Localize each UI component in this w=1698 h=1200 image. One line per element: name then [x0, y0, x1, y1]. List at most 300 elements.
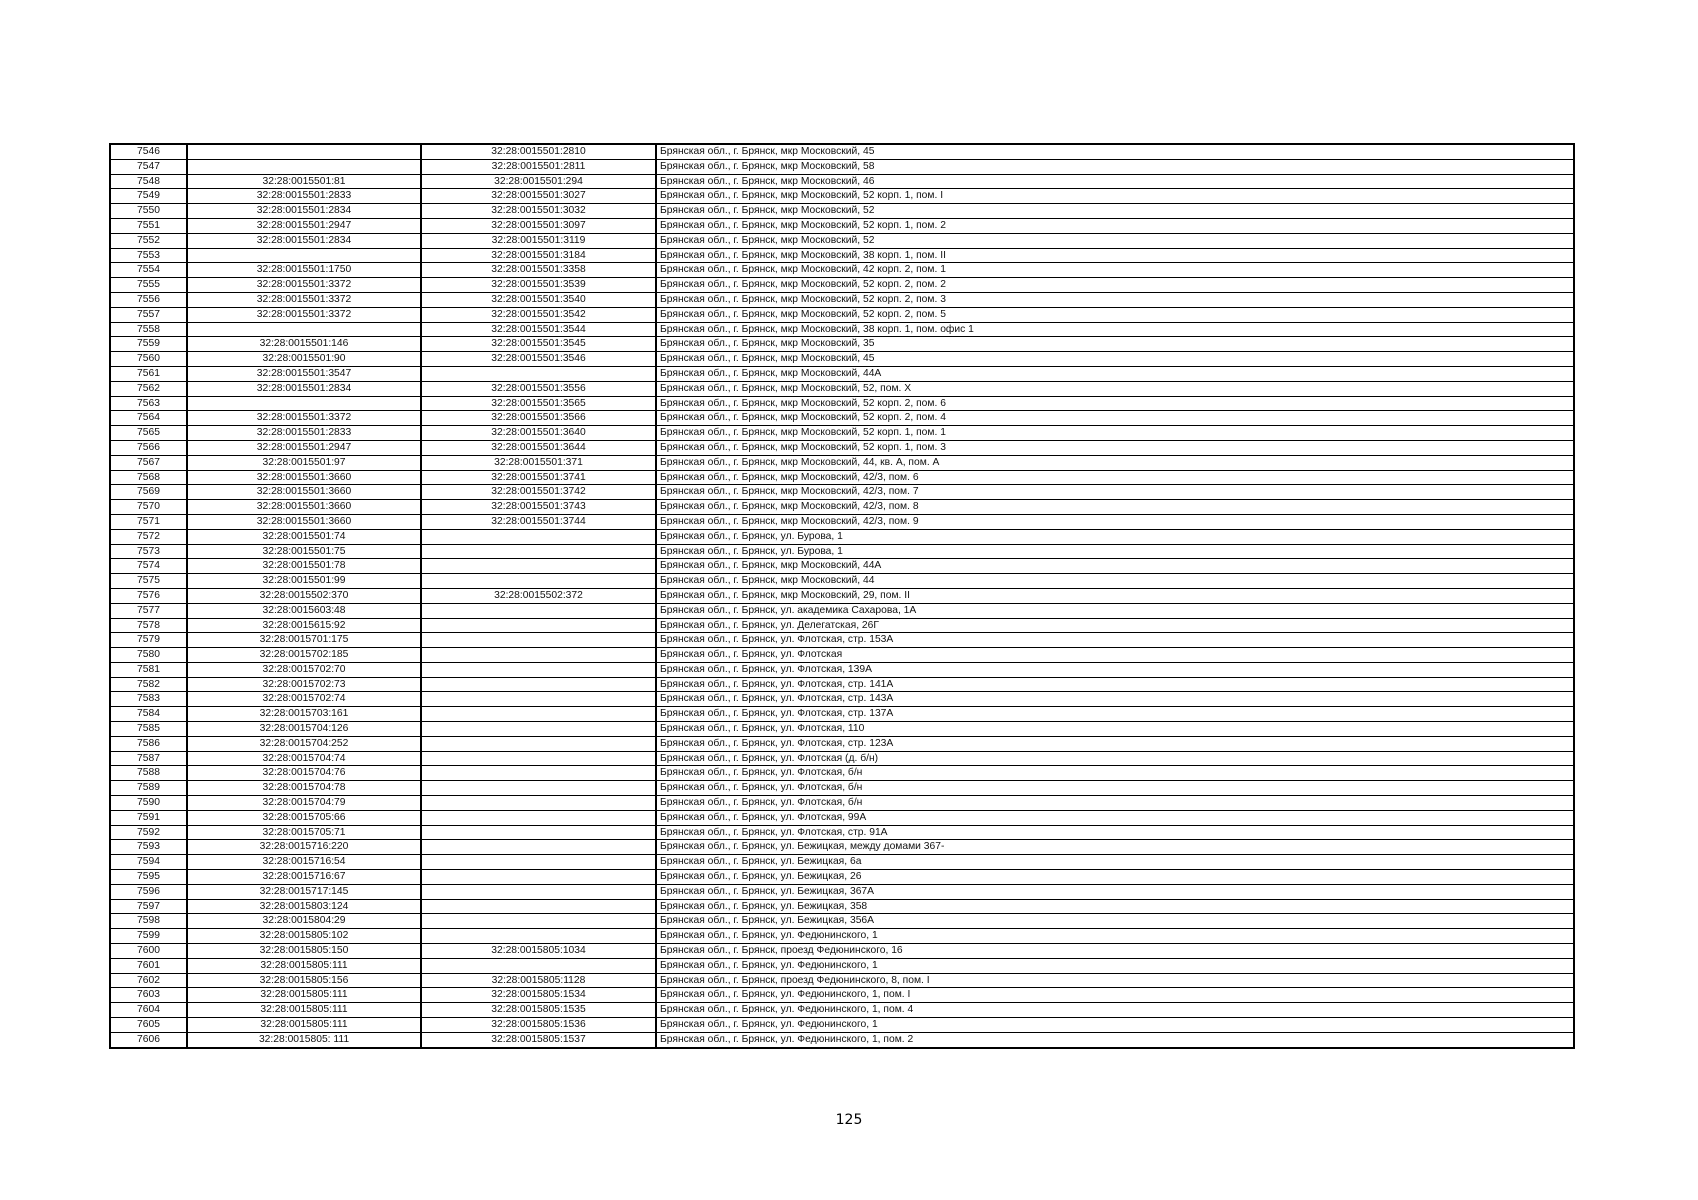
address-cell: Брянская обл., г. Брянск, ул. Флотская (д. б/н) [656, 751, 1574, 766]
table-row [110, 677, 1574, 692]
table-row [110, 278, 1574, 293]
address-cell: Брянская обл., г. Брянск, мкр Московский, 44, кв. А, пом. А [656, 455, 1574, 470]
object-cadastral-number-cell [421, 751, 656, 766]
table-row [110, 751, 1574, 766]
object-cadastral-number-cell [421, 884, 656, 899]
land-cadastral-number-cell: 32:28:0015716:220 [187, 840, 421, 855]
object-cadastral-number-cell: 32:28:0015501:3556 [421, 381, 656, 396]
address-cell: Брянская обл., г. Брянск, ул. Федюнинского, 1, пом. 4 [656, 1003, 1574, 1018]
object-cadastral-number-cell [421, 781, 656, 796]
row-number-cell: 7562 [110, 381, 187, 396]
row-number-cell: 7565 [110, 426, 187, 441]
row-number-cell: 7586 [110, 736, 187, 751]
row-number-cell: 7557 [110, 307, 187, 322]
land-cadastral-number-cell: 32:28:0015705:66 [187, 810, 421, 825]
table-row [110, 263, 1574, 278]
row-number-cell: 7584 [110, 707, 187, 722]
land-cadastral-number-cell: 32:28:0015704:79 [187, 796, 421, 811]
object-cadastral-number-cell [421, 870, 656, 885]
page-number: 125 [835, 1112, 863, 1128]
row-number-cell: 7563 [110, 396, 187, 411]
row-number-cell: 7598 [110, 914, 187, 929]
row-number-cell: 7554 [110, 263, 187, 278]
land-cadastral-number-cell: 32:28:0015501:3660 [187, 500, 421, 515]
row-number-cell: 7583 [110, 692, 187, 707]
row-number-cell: 7587 [110, 751, 187, 766]
row-number-cell: 7599 [110, 929, 187, 944]
table-row [110, 352, 1574, 367]
row-number-cell: 7589 [110, 781, 187, 796]
table-row [110, 500, 1574, 515]
land-cadastral-number-cell: 32:28:0015615:92 [187, 618, 421, 633]
row-number-cell: 7604 [110, 1003, 187, 1018]
address-cell: Брянская обл., г. Брянск, ул. Флотская, 99А [656, 810, 1574, 825]
row-number-cell: 7549 [110, 189, 187, 204]
object-cadastral-number-cell [421, 707, 656, 722]
row-number-cell: 7556 [110, 292, 187, 307]
address-cell: Брянская обл., г. Брянск, мкр Московский, 52 корп. 1, пом. I [656, 189, 1574, 204]
object-cadastral-number-cell: 32:28:0015501:3184 [421, 248, 656, 263]
object-cadastral-number-cell [421, 766, 656, 781]
land-cadastral-number-cell: 32:28:0015501:90 [187, 352, 421, 367]
address-cell: Брянская обл., г. Брянск, мкр Московский, 38 корп. 1, пом. офис 1 [656, 322, 1574, 337]
row-number-cell: 7576 [110, 588, 187, 603]
table-row [110, 411, 1574, 426]
table-row [110, 174, 1574, 189]
land-cadastral-number-cell: 32:28:0015501:3372 [187, 292, 421, 307]
table-row [110, 988, 1574, 1003]
object-cadastral-number-cell [421, 929, 656, 944]
table-row [110, 870, 1574, 885]
row-number-cell: 7575 [110, 574, 187, 589]
land-cadastral-number-cell: 32:28:0015702:185 [187, 648, 421, 663]
object-cadastral-number-cell: 32:28:0015501:3566 [421, 411, 656, 426]
object-cadastral-number-cell: 32:28:0015501:3032 [421, 204, 656, 219]
address-cell: Брянская обл., г. Брянск, мкр Московский, 44 [656, 574, 1574, 589]
table-row [110, 588, 1574, 603]
address-cell: Брянская обл., г. Брянск, ул. Флотская, 139А [656, 662, 1574, 677]
land-cadastral-number-cell: 32:28:0015501:146 [187, 337, 421, 352]
address-cell: Брянская обл., г. Брянск, проезд Федюнинского, 8, пом. I [656, 973, 1574, 988]
land-cadastral-number-cell: 32:28:0015704:252 [187, 736, 421, 751]
address-cell: Брянская обл., г. Брянск, ул. Федюнинского, 1 [656, 1018, 1574, 1033]
object-cadastral-number-cell: 32:28:0015501:3565 [421, 396, 656, 411]
address-cell: Брянская обл., г. Брянск, ул. Флотская, стр. 153А [656, 633, 1574, 648]
row-number-cell: 7605 [110, 1018, 187, 1033]
address-cell: Брянская обл., г. Брянск, ул. Флотская, стр. 91А [656, 825, 1574, 840]
address-cell: Брянская обл., г. Брянск, мкр Московский, 52 [656, 233, 1574, 248]
row-number-cell: 7593 [110, 840, 187, 855]
land-cadastral-number-cell: 32:28:0015501:1750 [187, 263, 421, 278]
row-number-cell: 7588 [110, 766, 187, 781]
row-number-cell: 7574 [110, 559, 187, 574]
land-cadastral-number-cell: 32:28:0015501:3372 [187, 411, 421, 426]
address-cell: Брянская обл., г. Брянск, ул. Флотская, стр. 123А [656, 736, 1574, 751]
row-number-cell: 7550 [110, 204, 187, 219]
object-cadastral-number-cell: 32:28:0015805:1034 [421, 944, 656, 959]
table-row [110, 973, 1574, 988]
table-row [110, 529, 1574, 544]
table-row [110, 440, 1574, 455]
land-cadastral-number-cell: 32:28:0015716:54 [187, 855, 421, 870]
object-cadastral-number-cell: 32:28:0015501:3545 [421, 337, 656, 352]
land-cadastral-number-cell: 32:28:0015702:73 [187, 677, 421, 692]
land-cadastral-number-cell: 32:28:0015501:2947 [187, 440, 421, 455]
table-row [110, 307, 1574, 322]
object-cadastral-number-cell [421, 899, 656, 914]
object-cadastral-number-cell: 32:28:0015501:3644 [421, 440, 656, 455]
table-row [110, 396, 1574, 411]
table-row [110, 692, 1574, 707]
row-number-cell: 7603 [110, 988, 187, 1003]
object-cadastral-number-cell: 32:28:0015501:3540 [421, 292, 656, 307]
object-cadastral-number-cell [421, 648, 656, 663]
address-cell: Брянская обл., г. Брянск, мкр Московский, 45 [656, 352, 1574, 367]
address-cell: Брянская обл., г. Брянск, ул. Флотская, стр. 137А [656, 707, 1574, 722]
land-cadastral-number-cell: 32:28:0015501:2833 [187, 426, 421, 441]
table-row [110, 204, 1574, 219]
table-row [110, 633, 1574, 648]
row-number-cell: 7590 [110, 796, 187, 811]
object-cadastral-number-cell [421, 796, 656, 811]
object-cadastral-number-cell: 32:28:0015501:3358 [421, 263, 656, 278]
table-row [110, 574, 1574, 589]
land-cadastral-number-cell: 32:28:0015805:150 [187, 944, 421, 959]
address-cell: Брянская обл., г. Брянск, мкр Московский, 52 корп. 1, пом. 3 [656, 440, 1574, 455]
address-cell: Брянская обл., г. Брянск, ул. Федюнинского, 1, пом. 2 [656, 1032, 1574, 1047]
row-number-cell: 7581 [110, 662, 187, 677]
object-cadastral-number-cell: 32:28:0015501:3027 [421, 189, 656, 204]
land-cadastral-number-cell: 32:28:0015702:70 [187, 662, 421, 677]
object-cadastral-number-cell [421, 366, 656, 381]
object-cadastral-number-cell: 32:28:0015501:3741 [421, 470, 656, 485]
table-row [110, 1032, 1574, 1047]
object-cadastral-number-cell: 32:28:0015501:3744 [421, 514, 656, 529]
land-cadastral-number-cell: 32:28:0015501:3372 [187, 307, 421, 322]
row-number-cell: 7594 [110, 855, 187, 870]
address-cell: Брянская обл., г. Брянск, мкр Московский, 45 [656, 144, 1574, 159]
object-cadastral-number-cell: 32:28:0015501:3097 [421, 218, 656, 233]
land-cadastral-number-cell: 32:28:0015501:97 [187, 455, 421, 470]
address-cell: Брянская обл., г. Брянск, мкр Московский, 35 [656, 337, 1574, 352]
table-row [110, 292, 1574, 307]
land-cadastral-number-cell: 32:28:0015501:3660 [187, 514, 421, 529]
row-number-cell: 7559 [110, 337, 187, 352]
address-cell: Брянская обл., г. Брянск, мкр Московский, 52 корп. 2, пом. 4 [656, 411, 1574, 426]
table-row [110, 603, 1574, 618]
address-cell: Брянская обл., г. Брянск, мкр Московский, 44А [656, 366, 1574, 381]
object-cadastral-number-cell [421, 633, 656, 648]
address-cell: Брянская обл., г. Брянск, мкр Московский, 52 корп. 2, пом. 6 [656, 396, 1574, 411]
address-cell: Брянская обл., г. Брянск, ул. Бежицкая, 358 [656, 899, 1574, 914]
object-cadastral-number-cell: 32:28:0015501:371 [421, 455, 656, 470]
address-cell: Брянская обл., г. Брянск, мкр Московский, 46 [656, 174, 1574, 189]
table-row [110, 781, 1574, 796]
address-cell: Брянская обл., г. Брянск, мкр Московский, 42/3, пом. 8 [656, 500, 1574, 515]
land-cadastral-number-cell: 32:28:0015804:29 [187, 914, 421, 929]
row-number-cell: 7597 [110, 899, 187, 914]
object-cadastral-number-cell [421, 529, 656, 544]
object-cadastral-number-cell: 32:28:0015501:3119 [421, 233, 656, 248]
address-cell: Брянская обл., г. Брянск, ул. Федюнинского, 1, пом. I [656, 988, 1574, 1003]
table-row [110, 796, 1574, 811]
address-cell: Брянская обл., г. Брянск, мкр Московский, 52 корп. 2, пом. 3 [656, 292, 1574, 307]
row-number-cell: 7595 [110, 870, 187, 885]
address-cell: Брянская обл., г. Брянск, мкр Московский, 38 корп. 1, пом. II [656, 248, 1574, 263]
object-cadastral-number-cell: 32:28:0015805:1128 [421, 973, 656, 988]
object-cadastral-number-cell: 32:28:0015805:1534 [421, 988, 656, 1003]
address-cell: Брянская обл., г. Брянск, ул. Флотская [656, 648, 1574, 663]
object-cadastral-number-cell [421, 914, 656, 929]
table-row [110, 366, 1574, 381]
address-cell: Брянская обл., г. Брянск, мкр Московский, 42/3, пом. 7 [656, 485, 1574, 500]
land-cadastral-number-cell: 32:28:0015501:81 [187, 174, 421, 189]
address-cell: Брянская обл., г. Брянск, мкр Московский, 52 корп. 1, пом. 2 [656, 218, 1574, 233]
table-row [110, 248, 1574, 263]
object-cadastral-number-cell [421, 722, 656, 737]
land-cadastral-number-cell: 32:28:0015805:156 [187, 973, 421, 988]
object-cadastral-number-cell: 32:28:0015501:3542 [421, 307, 656, 322]
table-row [110, 470, 1574, 485]
address-cell: Брянская обл., г. Брянск, ул. Флотская, 110 [656, 722, 1574, 737]
row-number-cell: 7560 [110, 352, 187, 367]
row-number-cell: 7577 [110, 603, 187, 618]
address-cell: Брянская обл., г. Брянск, мкр Московский, 29, пом. II [656, 588, 1574, 603]
row-number-cell: 7573 [110, 544, 187, 559]
table-row [110, 218, 1574, 233]
row-number-cell: 7591 [110, 810, 187, 825]
land-cadastral-number-cell: 32:28:0015704:78 [187, 781, 421, 796]
table-row [110, 855, 1574, 870]
address-cell: Брянская обл., г. Брянск, ул. академика Сахарова, 1А [656, 603, 1574, 618]
row-number-cell: 7567 [110, 455, 187, 470]
land-cadastral-number-cell: 32:28:0015704:74 [187, 751, 421, 766]
object-cadastral-number-cell [421, 855, 656, 870]
land-cadastral-number-cell: 32:28:0015805:111 [187, 958, 421, 973]
row-number-cell: 7571 [110, 514, 187, 529]
address-cell: Брянская обл., г. Брянск, мкр Московский, 42/3, пом. 9 [656, 514, 1574, 529]
table-row [110, 337, 1574, 352]
registry-table-body [110, 144, 1574, 1048]
object-cadastral-number-cell [421, 840, 656, 855]
row-number-cell: 7546 [110, 144, 187, 159]
address-cell: Брянская обл., г. Брянск, мкр Московский, 52 корп. 1, пом. 1 [656, 426, 1574, 441]
object-cadastral-number-cell [421, 544, 656, 559]
row-number-cell: 7592 [110, 825, 187, 840]
object-cadastral-number-cell: 32:28:0015502:372 [421, 588, 656, 603]
table-row [110, 322, 1574, 337]
row-number-cell: 7578 [110, 618, 187, 633]
address-cell: Брянская обл., г. Брянск, ул. Федюнинского, 1 [656, 929, 1574, 944]
land-cadastral-number-cell: 32:28:0015501:2834 [187, 381, 421, 396]
address-cell: Брянская обл., г. Брянск, мкр Московский, 52 корп. 2, пом. 2 [656, 278, 1574, 293]
table-row [110, 840, 1574, 855]
row-number-cell: 7553 [110, 248, 187, 263]
table-row [110, 426, 1574, 441]
land-cadastral-number-cell [187, 248, 421, 263]
land-cadastral-number-cell: 32:28:0015501:2833 [187, 189, 421, 204]
land-cadastral-number-cell [187, 322, 421, 337]
object-cadastral-number-cell: 32:28:0015805:1537 [421, 1032, 656, 1047]
table-row [110, 662, 1574, 677]
table-row [110, 722, 1574, 737]
address-cell: Брянская обл., г. Брянск, ул. Флотская, б/н [656, 781, 1574, 796]
table-row [110, 159, 1574, 174]
table-row [110, 766, 1574, 781]
address-cell: Брянская обл., г. Брянск, ул. Флотская, б/н [656, 766, 1574, 781]
row-number-cell: 7606 [110, 1032, 187, 1047]
address-cell: Брянская обл., г. Брянск, мкр Московский, 58 [656, 159, 1574, 174]
table-row [110, 559, 1574, 574]
table-row [110, 485, 1574, 500]
land-cadastral-number-cell: 32:28:0015501:2834 [187, 204, 421, 219]
land-cadastral-number-cell: 32:28:0015501:78 [187, 559, 421, 574]
object-cadastral-number-cell: 32:28:0015501:3539 [421, 278, 656, 293]
land-cadastral-number-cell: 32:28:0015701:175 [187, 633, 421, 648]
address-cell: Брянская обл., г. Брянск, ул. Флотская, б/н [656, 796, 1574, 811]
property-registry-table [109, 143, 1575, 1049]
table-row [110, 648, 1574, 663]
table-row [110, 707, 1574, 722]
land-cadastral-number-cell: 32:28:0015501:75 [187, 544, 421, 559]
land-cadastral-number-cell: 32:28:0015501:74 [187, 529, 421, 544]
land-cadastral-number-cell: 32:28:0015803:124 [187, 899, 421, 914]
row-number-cell: 7579 [110, 633, 187, 648]
land-cadastral-number-cell: 32:28:0015702:74 [187, 692, 421, 707]
land-cadastral-number-cell [187, 159, 421, 174]
address-cell: Брянская обл., г. Брянск, мкр Московский, 52 корп. 2, пом. 5 [656, 307, 1574, 322]
land-cadastral-number-cell: 32:28:0015805: 111 [187, 1032, 421, 1047]
table-row [110, 884, 1574, 899]
object-cadastral-number-cell: 32:28:0015501:294 [421, 174, 656, 189]
row-number-cell: 7568 [110, 470, 187, 485]
row-number-cell: 7552 [110, 233, 187, 248]
table-row [110, 810, 1574, 825]
land-cadastral-number-cell: 32:28:0015501:2834 [187, 233, 421, 248]
row-number-cell: 7585 [110, 722, 187, 737]
address-cell: Брянская обл., г. Брянск, мкр Московский, 42 корп. 2, пом. 1 [656, 263, 1574, 278]
row-number-cell: 7601 [110, 958, 187, 973]
object-cadastral-number-cell [421, 692, 656, 707]
table-row [110, 736, 1574, 751]
row-number-cell: 7570 [110, 500, 187, 515]
object-cadastral-number-cell: 32:28:0015501:2810 [421, 144, 656, 159]
address-cell: Брянская обл., г. Брянск, ул. Бежицкая, 26 [656, 870, 1574, 885]
object-cadastral-number-cell [421, 618, 656, 633]
object-cadastral-number-cell: 32:28:0015501:3544 [421, 322, 656, 337]
object-cadastral-number-cell [421, 825, 656, 840]
row-number-cell: 7558 [110, 322, 187, 337]
object-cadastral-number-cell: 32:28:0015501:2811 [421, 159, 656, 174]
land-cadastral-number-cell: 32:28:0015805:111 [187, 1018, 421, 1033]
address-cell: Брянская обл., г. Брянск, ул. Бежицкая, 356А [656, 914, 1574, 929]
land-cadastral-number-cell: 32:28:0015805:102 [187, 929, 421, 944]
table-row [110, 1018, 1574, 1033]
land-cadastral-number-cell [187, 144, 421, 159]
table-row [110, 233, 1574, 248]
object-cadastral-number-cell [421, 603, 656, 618]
address-cell: Брянская обл., г. Брянск, ул. Бурова, 1 [656, 544, 1574, 559]
table-row [110, 914, 1574, 929]
row-number-cell: 7580 [110, 648, 187, 663]
table-row [110, 144, 1574, 159]
object-cadastral-number-cell: 32:28:0015501:3546 [421, 352, 656, 367]
address-cell: Брянская обл., г. Брянск, мкр Московский, 52, пом. X [656, 381, 1574, 396]
object-cadastral-number-cell [421, 559, 656, 574]
table-row [110, 189, 1574, 204]
object-cadastral-number-cell [421, 677, 656, 692]
row-number-cell: 7569 [110, 485, 187, 500]
table-row [110, 929, 1574, 944]
land-cadastral-number-cell: 32:28:0015705:71 [187, 825, 421, 840]
row-number-cell: 7555 [110, 278, 187, 293]
object-cadastral-number-cell: 32:28:0015805:1535 [421, 1003, 656, 1018]
land-cadastral-number-cell: 32:28:0015501:3547 [187, 366, 421, 381]
row-number-cell: 7572 [110, 529, 187, 544]
object-cadastral-number-cell [421, 958, 656, 973]
land-cadastral-number-cell: 32:28:0015603:48 [187, 603, 421, 618]
table-row [110, 544, 1574, 559]
table-row [110, 455, 1574, 470]
address-cell: Брянская обл., г. Брянск, ул. Бурова, 1 [656, 529, 1574, 544]
land-cadastral-number-cell: 32:28:0015703:161 [187, 707, 421, 722]
row-number-cell: 7551 [110, 218, 187, 233]
object-cadastral-number-cell [421, 810, 656, 825]
address-cell: Брянская обл., г. Брянск, мкр Московский, 42/3, пом. 6 [656, 470, 1574, 485]
land-cadastral-number-cell: 32:28:0015716:67 [187, 870, 421, 885]
table-row [110, 381, 1574, 396]
address-cell: Брянская обл., г. Брянск, ул. Бежицкая, 6а [656, 855, 1574, 870]
table-row [110, 958, 1574, 973]
land-cadastral-number-cell: 32:28:0015501:99 [187, 574, 421, 589]
address-cell: Брянская обл., г. Брянск, мкр Московский, 52 [656, 204, 1574, 219]
object-cadastral-number-cell [421, 574, 656, 589]
address-cell: Брянская обл., г. Брянск, ул. Флотская, стр. 141А [656, 677, 1574, 692]
address-cell: Брянская обл., г. Брянск, ул. Делегатская, 26Г [656, 618, 1574, 633]
row-number-cell: 7561 [110, 366, 187, 381]
row-number-cell: 7582 [110, 677, 187, 692]
object-cadastral-number-cell: 32:28:0015501:3640 [421, 426, 656, 441]
land-cadastral-number-cell: 32:28:0015717:145 [187, 884, 421, 899]
row-number-cell: 7547 [110, 159, 187, 174]
row-number-cell: 7548 [110, 174, 187, 189]
land-cadastral-number-cell: 32:28:0015704:126 [187, 722, 421, 737]
address-cell: Брянская обл., г. Брянск, мкр Московский, 44А [656, 559, 1574, 574]
row-number-cell: 7602 [110, 973, 187, 988]
object-cadastral-number-cell: 32:28:0015805:1536 [421, 1018, 656, 1033]
table-row [110, 1003, 1574, 1018]
land-cadastral-number-cell: 32:28:0015501:2947 [187, 218, 421, 233]
table-row [110, 944, 1574, 959]
table-row [110, 514, 1574, 529]
object-cadastral-number-cell: 32:28:0015501:3743 [421, 500, 656, 515]
table-row [110, 899, 1574, 914]
row-number-cell: 7600 [110, 944, 187, 959]
object-cadastral-number-cell [421, 662, 656, 677]
land-cadastral-number-cell: 32:28:0015502:370 [187, 588, 421, 603]
row-number-cell: 7566 [110, 440, 187, 455]
land-cadastral-number-cell: 32:28:0015501:3660 [187, 470, 421, 485]
land-cadastral-number-cell [187, 396, 421, 411]
land-cadastral-number-cell: 32:28:0015805:111 [187, 1003, 421, 1018]
address-cell: Брянская обл., г. Брянск, ул. Бежицкая, между домами 367- [656, 840, 1574, 855]
row-number-cell: 7596 [110, 884, 187, 899]
land-cadastral-number-cell: 32:28:0015501:3372 [187, 278, 421, 293]
address-cell: Брянская обл., г. Брянск, ул. Бежицкая, 367А [656, 884, 1574, 899]
land-cadastral-number-cell: 32:28:0015501:3660 [187, 485, 421, 500]
row-number-cell: 7564 [110, 411, 187, 426]
table-row [110, 825, 1574, 840]
